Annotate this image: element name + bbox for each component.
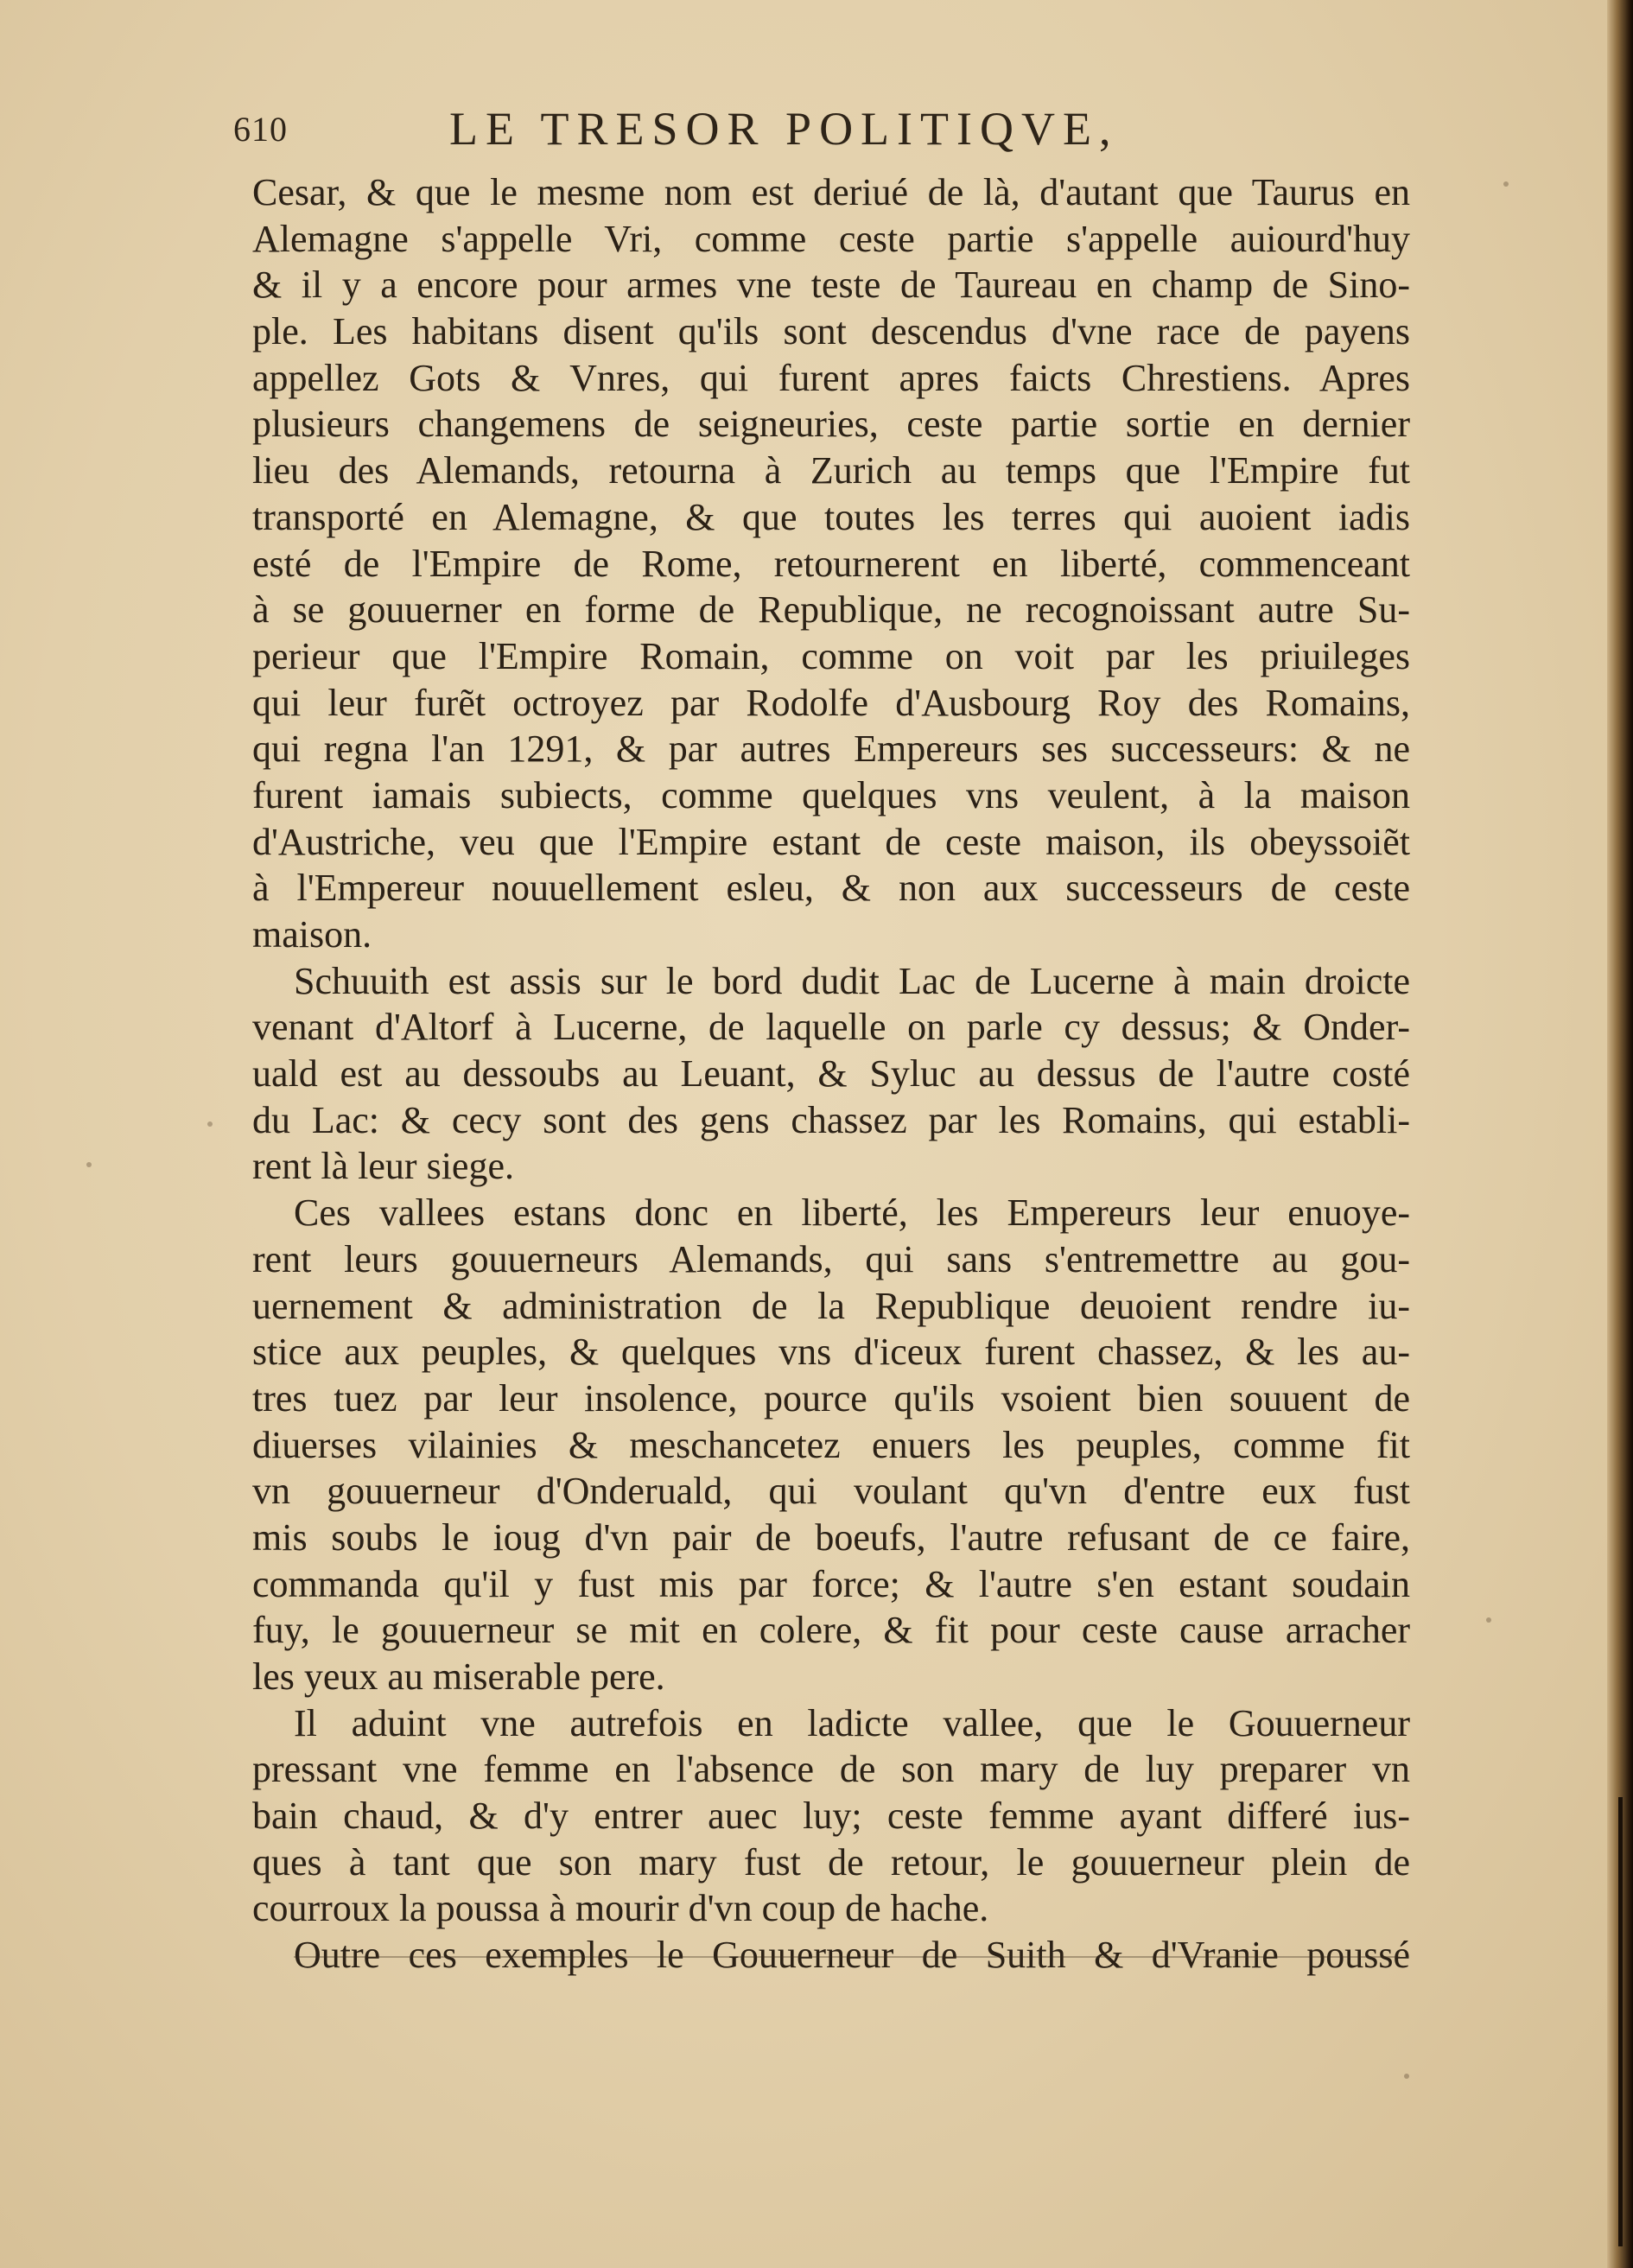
paragraph-start: Il aduint vne autrefois en ladicte vallee, que le Gouuerneur — [294, 1701, 1410, 1744]
paragraph-start: Schuuith est assis sur le bord dudit Lac de Lucerne à main droicte — [294, 959, 1410, 1002]
text-line: appellez Gots & Vnres, qui furent apres faicts Chrestiens. Apres — [252, 356, 1410, 399]
text-line: transporté en Alemagne, & que toutes les terres qui auoient iadis — [252, 495, 1410, 538]
text-line: uernement & administration de la Republique deuoient rendre iu- — [252, 1284, 1410, 1327]
paper-speck — [86, 1162, 92, 1167]
text-line: diuerses vilainies & meschancetez enuers les peuples, comme fit — [252, 1423, 1410, 1466]
text-line: commanda qu'il y fust mis par force; & l'autre s'en estant soudain — [252, 1562, 1410, 1605]
text-line: du Lac: & cecy sont des gens chassez par les Romains, qui establi- — [252, 1098, 1410, 1141]
text-line: & il y a encore pour armes vne teste de Taureau en champ de Sino- — [252, 264, 1410, 307]
paragraph-start: Outre ces exemples le Gouuerneur de Suith & d'Vranie poussé — [294, 1934, 1410, 1977]
text-line: maison. — [252, 913, 372, 956]
text-line: qui regna l'an 1291, & par autres Empereurs ses successeurs: & ne — [252, 727, 1410, 771]
running-title: LE TRESOR POLITIQVE, — [449, 103, 1119, 155]
text-line: à l'Empereur nouuellement esleu, & non aux successeurs de ceste — [252, 867, 1410, 910]
text-line: Cesar, & que le mesme nom est deriué de là, d'autant que Taurus en — [252, 171, 1410, 213]
text-line: stice aux peuples, & quelques vns d'iceux furent chassez, & les au- — [252, 1331, 1410, 1374]
text-line: venant d'Altorf à Lucerne, de laquelle on parle cy dessus; & Onder- — [252, 1006, 1410, 1049]
text-line: furent iamais subiects, comme quelques vns veulent, à la maison — [252, 773, 1410, 816]
paper-speck — [1404, 2074, 1409, 2079]
text-line: ques à tant que son mary fust de retour, le gouuerneur plein de — [252, 1840, 1410, 1884]
text-line: pressant vne femme en l'absence de son mary de luy preparer vn — [252, 1748, 1410, 1791]
paragraph-start: Ces vallees estans donc en liberté, les Empereurs leur enuoye- — [294, 1191, 1410, 1235]
text-line: d'Austriche, veu que l'Empire estant de ceste maison, ils obeyssoiẽt — [252, 820, 1410, 863]
text-line: esté de l'Empire de Rome, retournerent en liberté, commenceant — [252, 542, 1410, 585]
text-line: à se gouuerner en forme de Republique, ne recognoissant autre Su- — [252, 588, 1410, 632]
text-line: qui leur furẽt octroyez par Rodolfe d'Ausbourg Roy des Romains, — [252, 681, 1410, 724]
page-number: 610 — [233, 110, 288, 149]
paper-speck — [207, 1121, 213, 1127]
text-line: rent leurs gouuerneurs Alemands, qui sans s'entremettre au gou- — [252, 1237, 1410, 1280]
bottom-ink-rule — [294, 1956, 1400, 1958]
text-line: ple. Les habitans disent qu'ils sont descendus d'vne race de payens — [252, 310, 1410, 353]
text-line: les yeux au miserable pere. — [252, 1655, 665, 1698]
book-spine-edge — [1618, 1797, 1623, 2246]
page-header — [233, 102, 1408, 171]
text-line: fuy, le gouuerneur se mit en colere, & fit pour ceste cause arracher — [252, 1609, 1410, 1652]
text-line: Alemagne s'appelle Vri, comme ceste partie s'appelle auiourd'huy — [252, 217, 1410, 260]
text-line: uald est au dessoubs au Leuant, & Syluc au dessus de l'autre costé — [252, 1052, 1410, 1096]
paper-speck — [1503, 181, 1509, 187]
text-line: bain chaud, & d'y entrer auec luy; ceste femme ayant differé ius- — [252, 1795, 1410, 1838]
paper-speck — [1486, 1617, 1491, 1623]
text-line: vn gouuerneur d'Onderuald, qui voulant qu'vn d'entre eux fust — [252, 1470, 1410, 1513]
text-line: courroux la poussa à mourir d'vn coup de hache. — [252, 1887, 989, 1930]
text-line: rent là leur siege. — [252, 1145, 514, 1188]
text-line: lieu des Alemands, retourna à Zurich au temps que l'Empire fut — [252, 449, 1410, 492]
text-line: plusieurs changemens de seigneuries, ceste partie sortie en dernier — [252, 403, 1410, 446]
text-line: mis soubs le ioug d'vn pair de boeufs, l'autre refusant de ce faire, — [252, 1515, 1410, 1559]
text-line: perieur que l'Empire Romain, comme on voit par les priuileges — [252, 634, 1410, 677]
text-line: tres tuez par leur insolence, pource qu'ils vsoient bien souuent de — [252, 1376, 1410, 1420]
body-text — [252, 169, 1410, 1979]
